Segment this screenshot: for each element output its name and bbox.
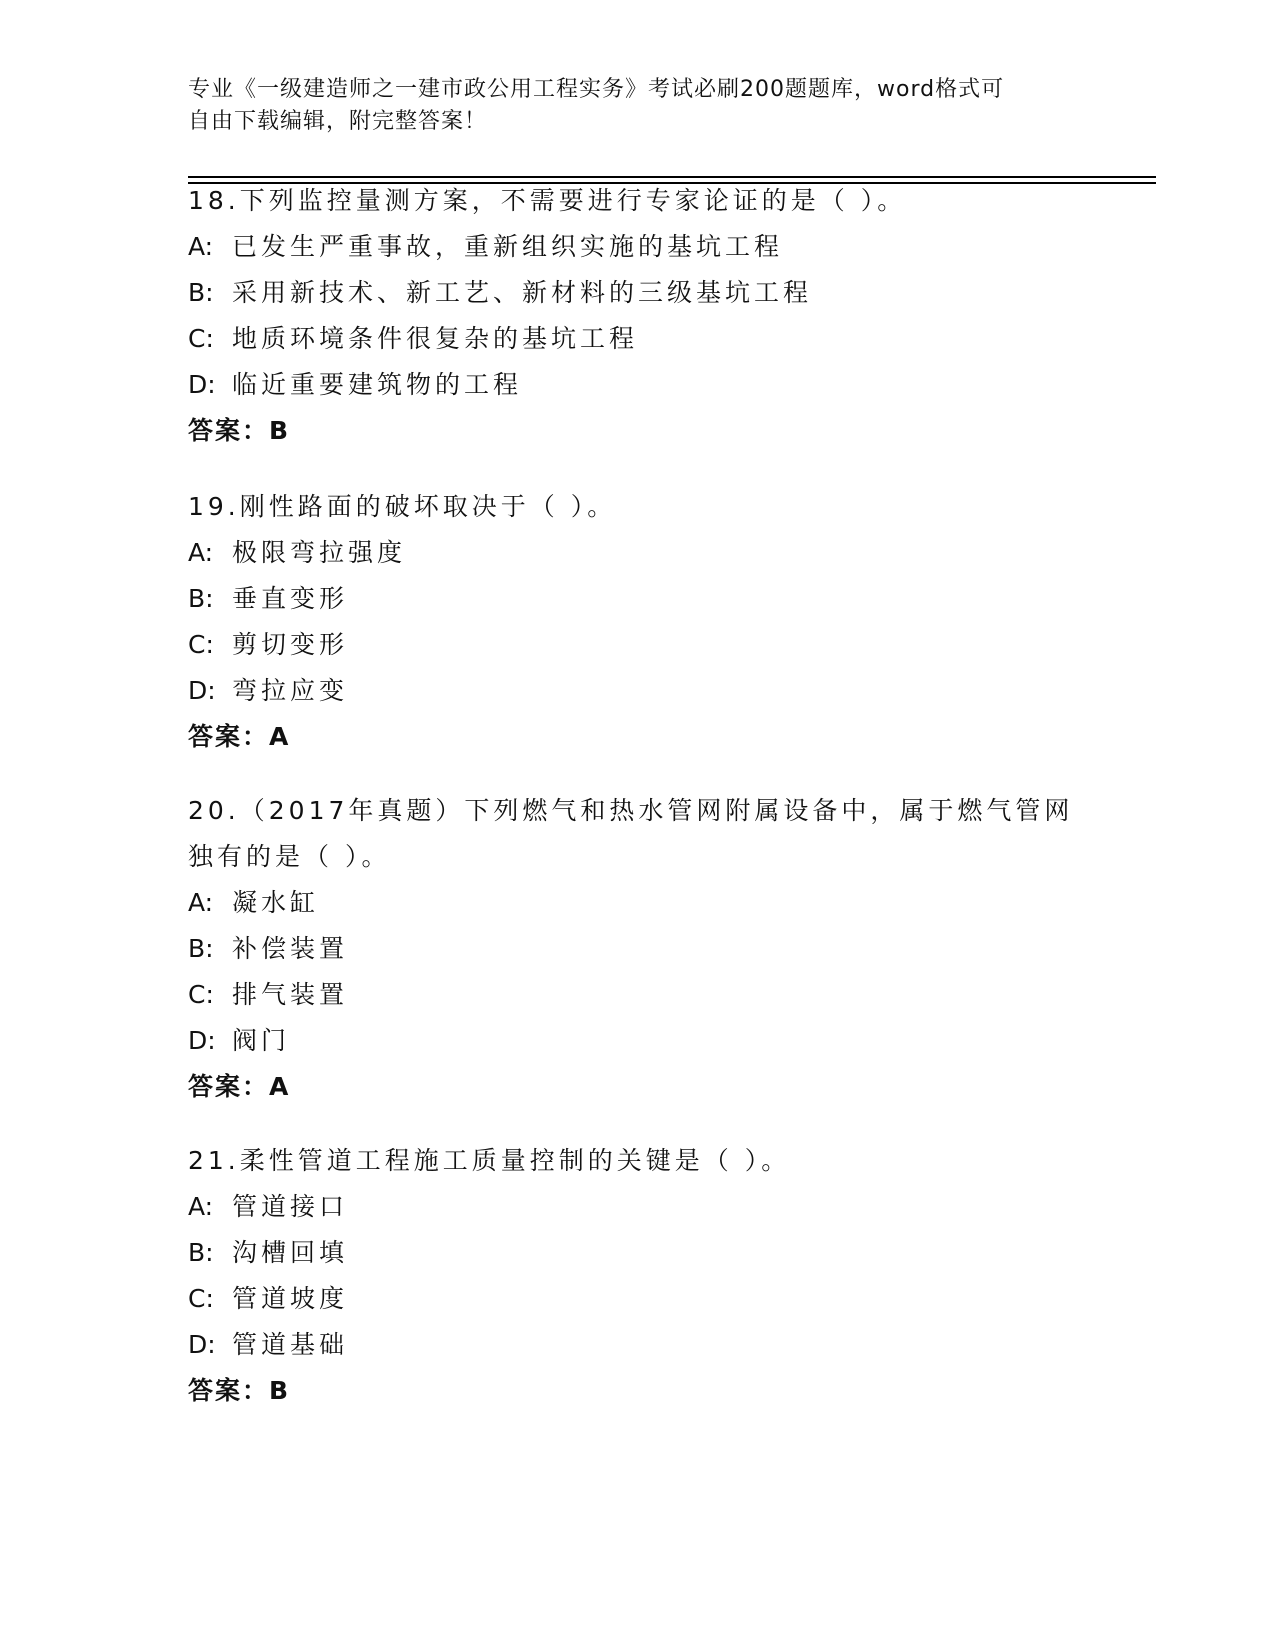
option-key: A: [188,538,214,567]
answer-label: 答案： [188,416,270,445]
option-a [188,224,1088,270]
answer-value: B [269,1376,289,1405]
question-stem: 20.（2017年真题）下列燃气和热水管网附属设备中，属于燃气管网独有的是（ ）。 [188,796,1074,871]
option-key: B: [188,934,214,963]
answer-value: A [269,722,289,751]
question-stem: 19.刚性路面的破坏取决于（ ）。 [188,492,617,521]
option-d [188,362,1088,408]
option-text: 弯拉应变 [232,676,349,705]
option-text: 已发生严重事故，重新组织实施的基坑工程 [232,232,784,261]
option-d [188,1018,1088,1064]
option-key: A: [188,888,214,917]
option-text: 采用新技术、新工艺、新材料的三级基坑工程 [232,278,813,307]
option-key: A: [188,232,214,261]
question-19 [188,484,1088,760]
option-key: C: [188,324,214,353]
answer-value: A [269,1072,289,1101]
option-key: C: [188,630,214,659]
option-text: 临近重要建筑物的工程 [232,370,523,399]
option-c [188,1276,1088,1322]
option-b [188,576,1088,622]
option-text: 排气装置 [232,980,349,1009]
header-line-1: 专业《一级建造师之一建市政公用工程实务》考试必刷200题题库，word格式可 [188,77,1005,102]
option-text: 管道基础 [232,1330,349,1359]
answer-line [188,1368,1088,1414]
option-text: 管道接口 [232,1192,349,1221]
option-c [188,622,1088,668]
option-text: 凝水缸 [232,888,320,917]
document-header [188,74,1068,138]
option-text: 剪切变形 [232,630,349,659]
option-text: 补偿装置 [232,934,349,963]
question-18 [188,178,1088,454]
question-21 [188,1138,1088,1414]
option-key: B: [188,584,214,613]
option-a [188,530,1088,576]
option-b [188,926,1088,972]
header-line-2: 自由下载编辑，附完整答案！ [188,109,488,134]
option-a [188,880,1088,926]
option-key: C: [188,1284,214,1313]
option-c [188,972,1088,1018]
option-key: B: [188,1238,214,1267]
option-b [188,1230,1088,1276]
option-key: D: [188,1330,216,1359]
answer-value: B [269,416,289,445]
option-key: D: [188,370,216,399]
option-text: 阀门 [232,1026,291,1055]
option-d [188,668,1088,714]
option-key: D: [188,676,216,705]
answer-label: 答案： [188,1072,270,1101]
option-text: 极限弯拉强度 [232,538,407,567]
option-a [188,1184,1088,1230]
option-c [188,316,1088,362]
option-d [188,1322,1088,1368]
option-text: 垂直变形 [232,584,349,613]
answer-label: 答案： [188,722,270,751]
question-stem: 21.柔性管道工程施工质量控制的关键是（ ）。 [188,1146,791,1175]
option-key: B: [188,278,214,307]
option-key: C: [188,980,214,1009]
option-text: 管道坡度 [232,1284,349,1313]
option-key: D: [188,1026,216,1055]
option-text: 沟槽回填 [232,1238,349,1267]
option-b [188,270,1088,316]
question-stem: 18.下列监控量测方案，不需要进行专家论证的是（ ）。 [188,186,907,215]
answer-line [188,1064,1088,1110]
answer-line [188,408,1088,454]
answer-line [188,714,1088,760]
answer-label: 答案： [188,1376,270,1405]
option-text: 地质环境条件很复杂的基坑工程 [232,324,639,353]
question-20 [188,788,1088,1110]
option-key: A: [188,1192,214,1221]
